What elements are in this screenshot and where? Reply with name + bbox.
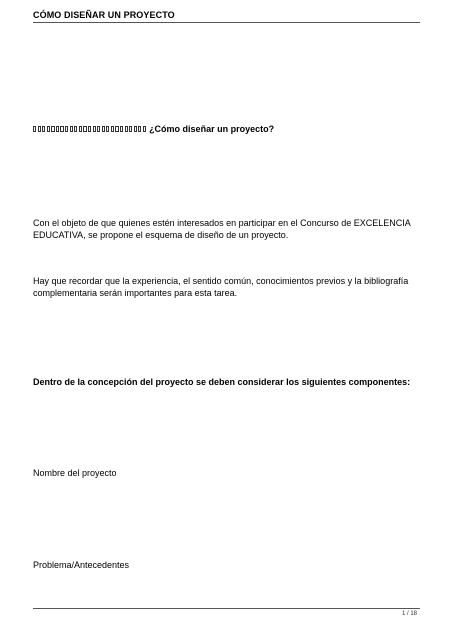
intro-paragraph: Con el objeto de que quienes estén interesados en participar en el Concurso de EXCELENCIA EDUCATIVA, se propone el esquema de diseño de un proyecto. xyxy=(33,218,411,240)
section-heading-text: ¿Cómo diseñar un proyecto? xyxy=(149,124,275,134)
header-divider xyxy=(33,22,420,23)
reminder-paragraph: Hay que recordar que la experiencia, el sentido común, conocimientos previos y la bibliografía complementaria serán importantes para esta tarea. xyxy=(33,276,409,298)
section-heading xyxy=(33,124,274,134)
components-intro: Dentro de la concepción del proyecto se deben considerar los siguientes componentes: xyxy=(33,377,411,387)
component-item-project-name: Nombre del proyecto xyxy=(33,468,117,478)
component-item-problem-background: Problema/Antecedentes xyxy=(33,560,130,570)
document-header-title: CÓMO DISEÑAR UN PROYECTO xyxy=(33,10,175,20)
footer-divider xyxy=(33,608,420,609)
missing-glyph-placeholders xyxy=(33,126,146,132)
page-number: 1 / 18 xyxy=(401,611,417,617)
